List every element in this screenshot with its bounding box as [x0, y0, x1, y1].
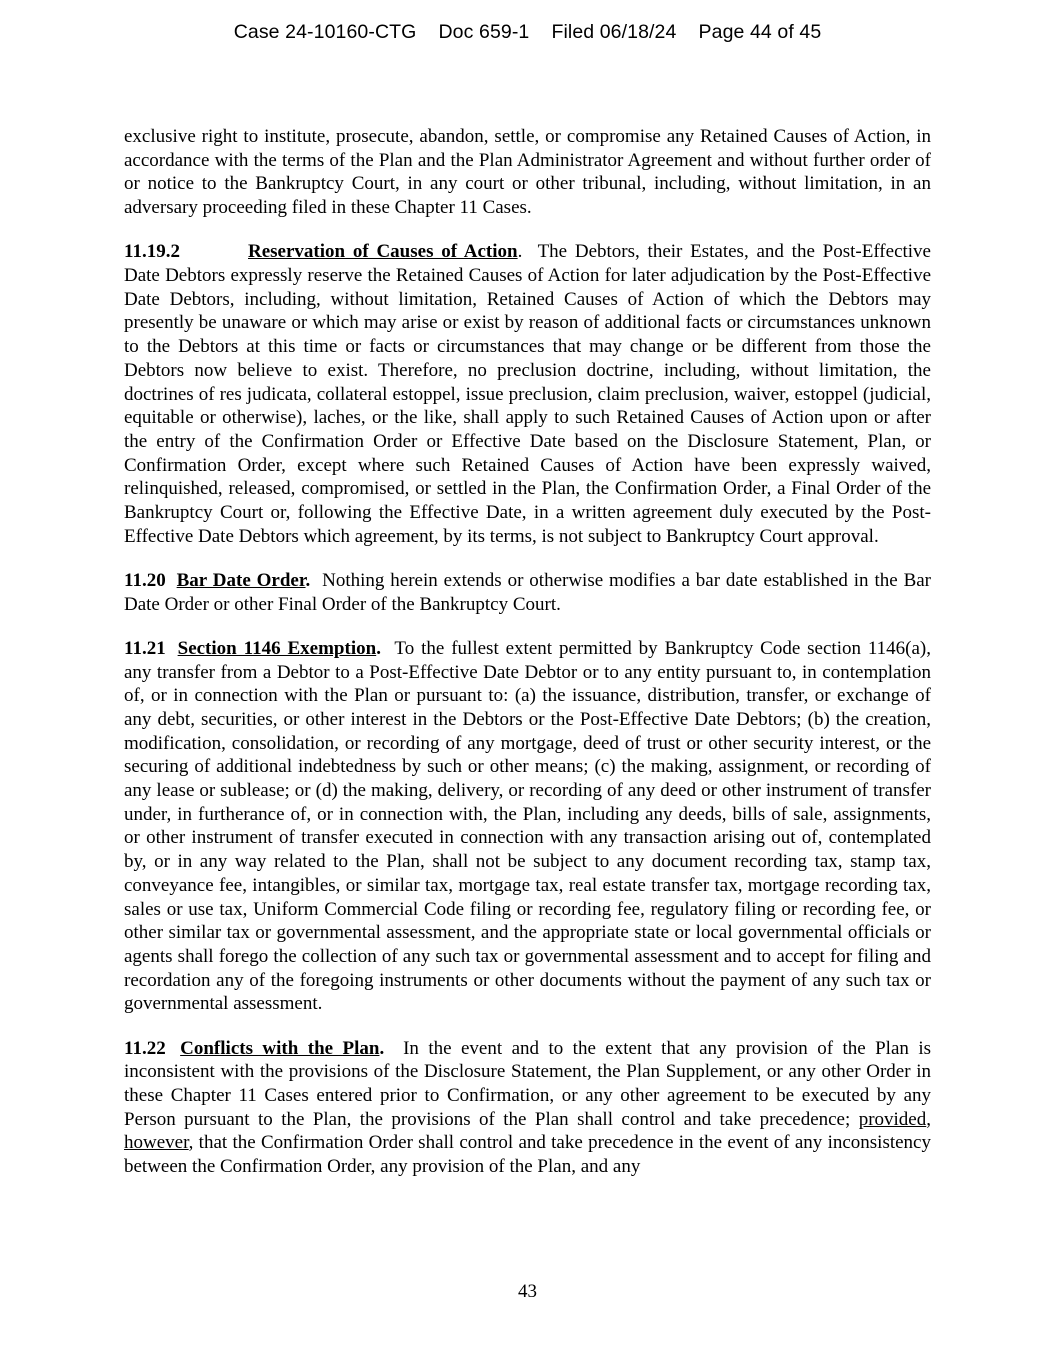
- comma: ,: [926, 1108, 931, 1130]
- case-number: Case 24-10160-CTG: [233, 21, 417, 43]
- filed-date: Filed 06/18/24: [551, 21, 677, 43]
- section-11-22: [124, 1037, 931, 1179]
- heading-punctuation: .: [517, 241, 523, 263]
- section-heading: Section 1146 Exemption: [177, 637, 377, 659]
- section-11-21: [124, 637, 931, 1016]
- page-number: 43: [518, 1281, 537, 1302]
- section-heading: Reservation of Causes of Action: [248, 241, 518, 263]
- heading-punctuation: .: [376, 637, 381, 659]
- however-term: however: [124, 1132, 189, 1154]
- section-number: 11.21: [124, 637, 166, 659]
- document-body: [124, 125, 931, 1199]
- section-body: The Debtors, their Estates, and the Post-Effective Date Debtors expressly reserve the Retained Causes of Action for later adjudication by the Post-Effective Date Debtors, including, without limitation, Retained Causes of Action of which the Debtors may presently be unaware or which may arise or exist by reason of additional facts or circumstances unknown to the Debtors at this time or facts or circumstances that may change or be different from those the Debtors now believe to exist. Therefore, no preclusion doctrine, including, without limitation, the doctrines of res judicata, collateral estoppel, issue preclusion, claim preclusion, waiver, estoppel (judicial, equitable or otherwise), laches, or the like, shall apply to such Retained Causes of Action upon or after the entry of the Confirmation Order or Effective Date based on the Disclosure Statement, Plan, or Confirmation Order, except where such Retained Causes of Action have been expressly waived, relinquished, released, compromised, or settled in the Plan, the Confirmation Order, a Final Order of the Bankruptcy Court or, following the Effective Date, in a written agreement duly executed by the Post-Effective Date Debtors which agreement, by its terms, is not subject to Bankruptcy Court approval.: [124, 241, 931, 547]
- doc-number: Doc 659-1: [438, 21, 530, 43]
- section-heading: Bar Date Order: [176, 569, 306, 591]
- section-body-part-2: , that the Confirmation Order shall control and take precedence in the event of any inconsistency between the Confirmation Order, any provision of the Plan, and any: [124, 1132, 931, 1178]
- heading-punctuation: .: [379, 1037, 385, 1059]
- heading-punctuation: .: [305, 569, 311, 591]
- section-number: 11.22: [124, 1037, 166, 1059]
- section-body-part-1: In the event and to the extent that any provision of the Plan is inconsistent with the provisions of the Disclosure Statement, the Plan Supplement, or any other Order in these Chapter 11 Cases entered prior to Confirmation, or any other agreement to be executed by any Person pursuant to the Plan, the provisions of the Plan shall control and take precedence;: [124, 1037, 931, 1130]
- section-11-19-2: [124, 240, 931, 548]
- continuation-paragraph: exclusive right to institute, prosecute, abandon, settle, or compromise any Retained Causes of Action, in accordance with the terms of the Plan and the Plan Administrator Agreement and without further order of or notice to the Bankruptcy Court, in any court or other tribunal, including, without limitation, in an adversary proceeding filed in these Chapter 11 Cases.: [124, 126, 931, 219]
- page-count: Page 44 of 45: [698, 21, 822, 43]
- section-body: To the fullest extent permitted by Bankruptcy Code section 1146(a), any transfer from a Debtor to a Post-Effective Date Debtor or to any entity pursuant to, in contemplation of, or in connection with the Plan or pursuant to: (a) the issuance, distribution, transfer, or exchange of any debt, securities, or other interest in the Debtors or the Post-Effective Date Debtors; (b) the creation, modification, consolidation, or recording of any mortgage, deed of trust or other security interest, or the securing of additional indebtedness by such or other means; (c) the making, assignment, or recording of any lease or sublease; or (d) the making, delivery, or recording of any deed or other instrument of transfer under, in furtherance of, or in connection with, the Plan, including any deeds, bills of sale, assignments, or other instrument of transfer executed in connection with any transaction arising out of, contemplated by, or in any way related to the Plan, shall not be subject to any document recording tax, stamp tax, conveyance fee, intangibles, or similar tax, mortgage tax, real estate transfer tax, mortgage recording tax, sales or use tax, Uniform Commercial Code filing or recording fee, regulatory filing or recording fee, or other similar tax or governmental assessment, and the appropriate state or local governmental officials or agents shall forego the collection of any such tax or governmental assessment and to accept for filing and recordation any of the foregoing instruments or other documents without the payment of any such tax or governmental assessment.: [124, 637, 932, 1015]
- section-heading: Conflicts with the Plan: [180, 1037, 380, 1059]
- court-filing-header: [0, 19, 1055, 45]
- section-body: Nothing herein extends or otherwise modifies a bar date established in the Bar Date Order or other Final Order of the Bankruptcy Court.: [124, 569, 931, 615]
- provided-term: provided: [858, 1108, 927, 1130]
- section-number: 11.19.2: [124, 241, 180, 263]
- section-number: 11.20: [124, 569, 166, 591]
- section-11-20: [124, 569, 931, 616]
